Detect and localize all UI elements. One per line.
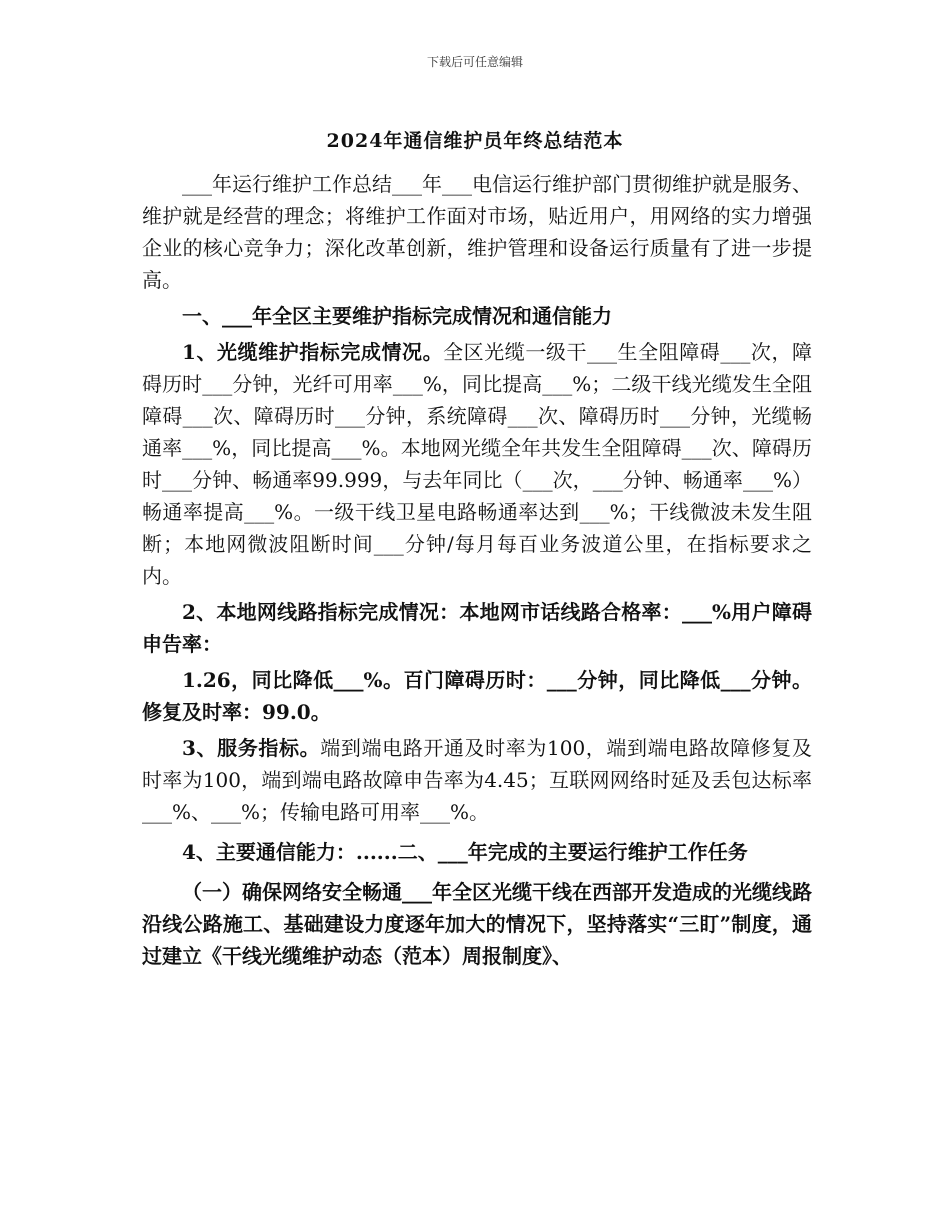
page-header: 下载后可任意编辑 bbox=[426, 55, 523, 69]
paragraph-local-line-indicators: 2、本地网线路指标完成情况：本地网市话线路合格率：___%用户障碍申告率： bbox=[142, 600, 812, 656]
document-body bbox=[142, 168, 812, 972]
paragraph-text-fiber: 全区光缆一级干___生全阻障碍___次，障碍历时___分钟，光纤可用率___%，同比提高___%；二级干线光缆发生全阻障碍___次、障碍历时___分钟，系统障碍___次、障碍历时___分钟，光缆畅通率___%，同比提高___%。本地网光缆全年共发生全阻障碍___次、障碍历时___分钟、畅通率99.999，与去年同比（___次，___分钟、畅通率___%）畅通率提高___%。一级干线卫星电路畅通率达到___%；干线微波未发生阻断；本地网微波阻断时间___分钟/每月每百业务波道公里，在指标要求之内。 bbox=[142, 340, 812, 588]
paragraph-service-indicators bbox=[142, 732, 812, 828]
section-heading-1: 一、___年全区主要维护指标完成情况和通信能力 bbox=[182, 304, 612, 328]
paragraph-text-service: 端到端电路开通及时率为100，端到端电路故障修复及时率为100，端到端电路故障申告率为4.45；互联网网络时延及丢包达标率___%、___%；传输电路可用率___%。 bbox=[142, 736, 812, 824]
paragraph-local-line-values: 1.26，同比降低___%。百门障碍历时：___分钟，同比降低___分钟。修复及时率：99.0。 bbox=[142, 668, 812, 724]
paragraph-lead-service: 3、服务指标。 bbox=[182, 736, 321, 760]
paragraph-fiber-indicators bbox=[142, 336, 812, 592]
paragraph-main-capability: 4、主要通信能力：......二、___年完成的主要运行维护工作任务 bbox=[182, 840, 748, 864]
paragraph-network-safety: （一）确保网络安全畅通___年全区光缆干线在西部开发造成的光缆线路沿线公路施工、基础建设力度逐年加大的情况下，坚持落实“三盯”制度，通过建立《干线光缆维护动态（范本）周报制度》、 bbox=[142, 880, 812, 968]
document-title: 2024年通信维护员年终总结范本 bbox=[326, 130, 624, 152]
paragraph-intro: ___年运行维护工作总结___年___电信运行维护部门贯彻维护就是服务、维护就是经营的理念；将维护工作面对市场，贴近用户，用网络的实力增强企业的核心竞争力；深化改革创新，维护管理和设备运行质量有了进一步提高。 bbox=[142, 172, 812, 292]
paragraph-lead-fiber: 1、光缆维护指标完成情况。 bbox=[182, 340, 444, 364]
